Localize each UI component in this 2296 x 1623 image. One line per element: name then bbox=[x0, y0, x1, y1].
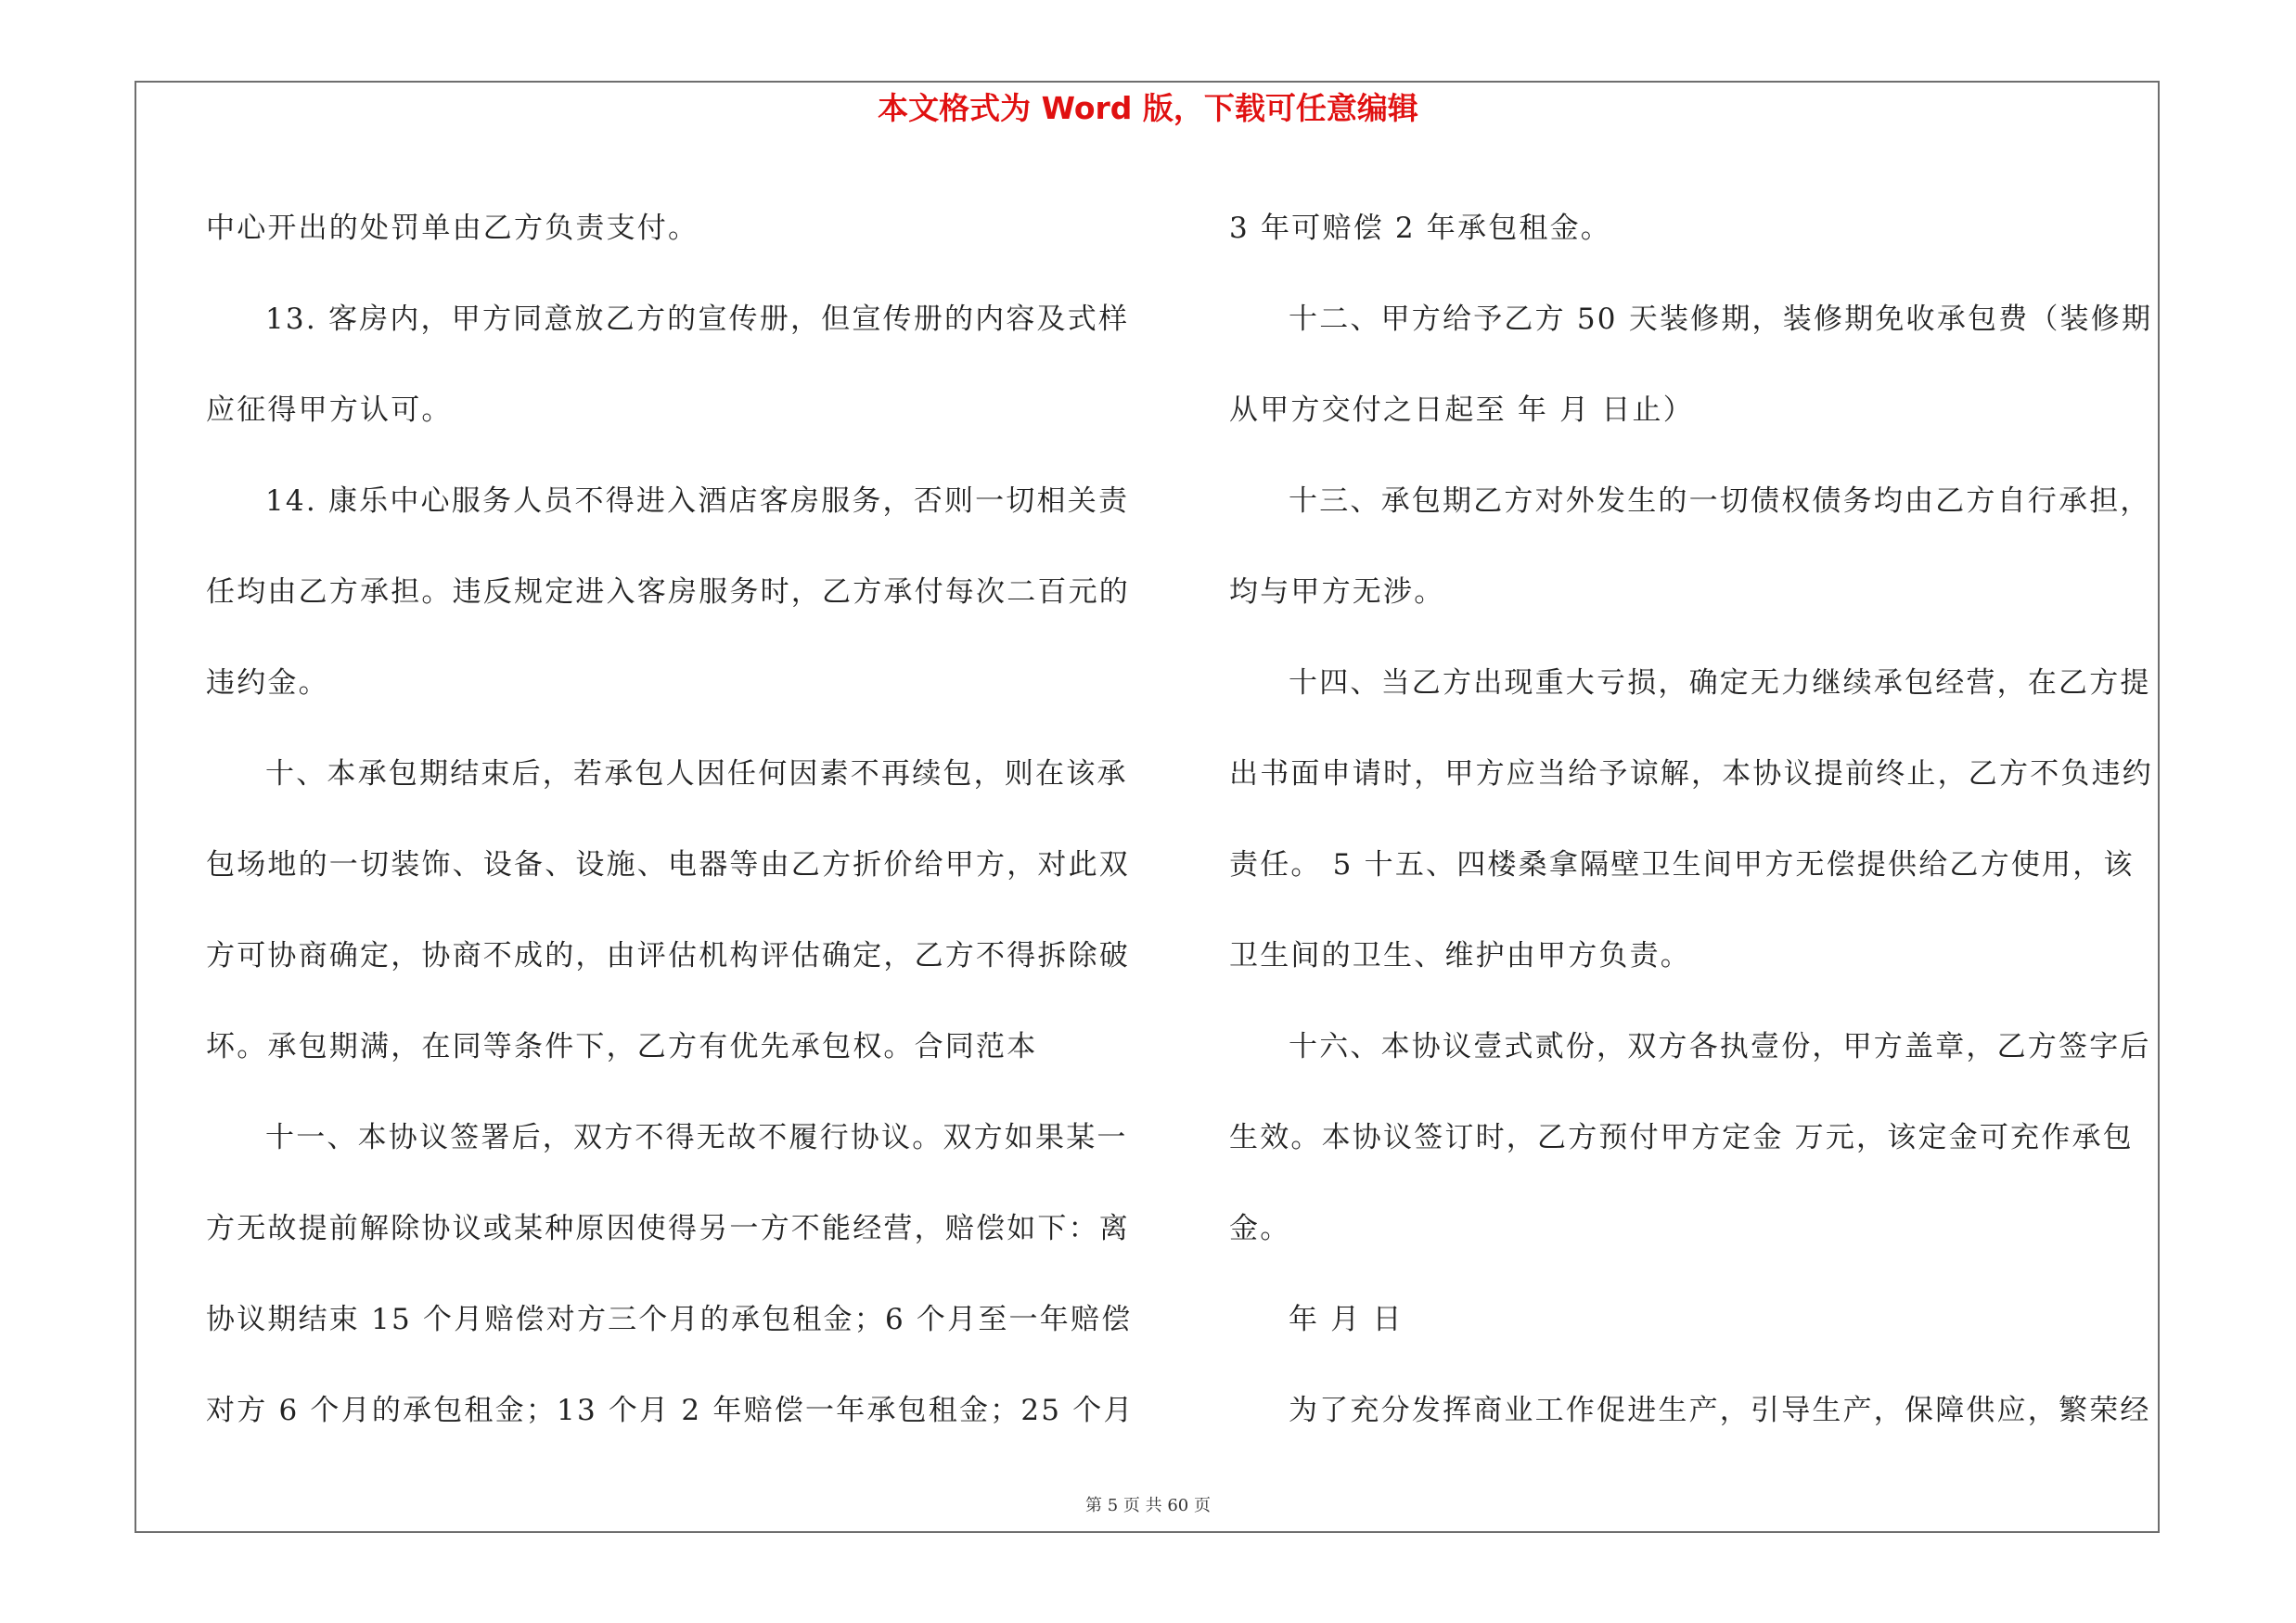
text-line: 13. 客房内，甲方同意放乙方的宣传册，但宣传册的内容及式样 bbox=[265, 303, 1130, 336]
text-line: 责任。 5 十五、四楼桑拿隔壁卫生间甲方无偿提供给乙方使用，该 bbox=[1229, 848, 2135, 882]
text-line: 协议期结束 15 个月赔偿对方三个月的承包租金；6 个月至一年赔偿 bbox=[206, 1303, 1133, 1336]
format-banner: 本文格式为 Word 版，下载可任意编辑 bbox=[878, 90, 1418, 126]
text-line: 中心开出的处罚单由乙方负责支付。 bbox=[206, 212, 699, 245]
text-line: 卫生间的卫生、维护由甲方负责。 bbox=[1229, 939, 1691, 973]
text-line: 十四、当乙方出现重大亏损，确定无力继续承包经营，在乙方提 bbox=[1289, 666, 2151, 700]
text-line: 十一、本协议签署后，双方不得无故不履行协议。双方如果某一 bbox=[265, 1121, 1128, 1154]
text-line: 年 月 日 bbox=[1289, 1303, 1404, 1336]
text-line: 出书面申请时，甲方应当给予谅解，本协议提前终止，乙方不负违约 bbox=[1229, 757, 2153, 791]
text-line: 金。 bbox=[1229, 1212, 1291, 1245]
text-line: 十三、承包期乙方对外发生的一切债权债务均由乙方自行承担， bbox=[1289, 484, 2151, 518]
text-line: 从甲方交付之日起至 年 月 日止） bbox=[1229, 393, 1694, 427]
text-line: 3 年可赔偿 2 年承包租金。 bbox=[1229, 212, 1612, 245]
text-line: 对方 6 个月的承包租金；13 个月 2 年赔偿一年承包租金；25 个月 bbox=[206, 1394, 1135, 1427]
text-line: 14. 康乐中心服务人员不得进入酒店客房服务，否则一切相关责 bbox=[265, 484, 1130, 518]
page-number: 第 5 页 共 60 页 bbox=[1085, 1496, 1211, 1515]
text-line: 应征得甲方认可。 bbox=[206, 393, 453, 427]
text-line: 任均由乙方承担。违反规定进入客房服务时，乙方承付每次二百元的 bbox=[206, 575, 1130, 609]
right-column bbox=[1229, 183, 2157, 1456]
text-line: 违约金。 bbox=[206, 666, 329, 700]
text-line: 为了充分发挥商业工作促进生产，引导生产，保障供应，繁荣经 bbox=[1289, 1394, 2151, 1427]
text-line: 生效。本协议签订时，乙方预付甲方定金 万元，该定金可充作承包 bbox=[1229, 1121, 2134, 1154]
text-line: 包场地的一切装饰、设备、设施、电器等由乙方折价给甲方，对此双 bbox=[206, 848, 1130, 882]
text-line: 均与甲方无涉。 bbox=[1229, 575, 1445, 609]
text-line: 十六、本协议壹式贰份，双方各执壹份，甲方盖章，乙方签字后 bbox=[1289, 1030, 2151, 1063]
text-line: 方可协商确定，协商不成的，由评估机构评估确定，乙方不得拆除破 bbox=[206, 939, 1130, 973]
text-line: 坏。承包期满，在同等条件下，乙方有优先承包权。合同范本 bbox=[206, 1030, 1038, 1063]
text-line: 方无故提前解除协议或某种原因使得另一方不能经营，赔偿如下：离 bbox=[206, 1212, 1130, 1245]
left-column bbox=[206, 183, 1134, 1456]
text-line: 十二、甲方给予乙方 50 天装修期，装修期免收承包费（装修期 bbox=[1289, 303, 2153, 336]
text-line: 十、本承包期结束后，若承包人因任何因素不再续包，则在该承 bbox=[265, 757, 1128, 791]
